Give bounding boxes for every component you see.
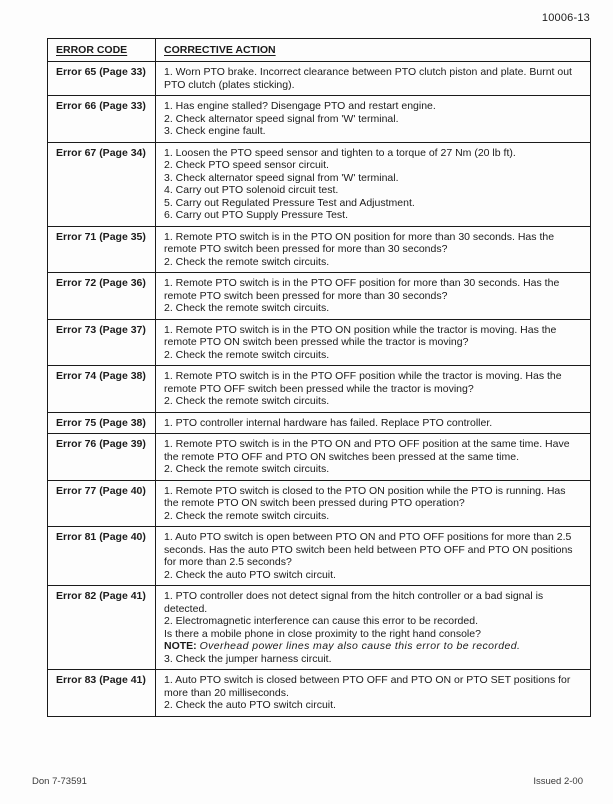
action-line: 3. Check alternator speed signal from 'W' terminal. [164, 171, 399, 184]
table-row [48, 273, 591, 320]
action-line: 1. Auto PTO switch is open between PTO ON and PTO OFF positions for more than 2.5 seconds. Has the auto PTO switch been held between PTO OFF and PTO ON positions for more than 2.5 seconds? [164, 531, 573, 568]
corrective-action-header-label: CORRECTIVE ACTION [164, 44, 276, 56]
action-line: 1. Remote PTO switch is in the PTO ON position for more than 30 seconds. Has the remote PTO switch been pressed for more than 30 seconds? [164, 230, 555, 255]
error-code-cell: Error 83 (Page 41) [48, 670, 156, 717]
note-text: Overhead power lines may also cause this error to be recorded. [199, 640, 521, 652]
corrective-action-cell [156, 62, 591, 96]
table-row [48, 434, 591, 481]
error-code-cell: Error 74 (Page 38) [48, 366, 156, 413]
page-footer [32, 776, 583, 787]
table-row [48, 527, 591, 586]
action-line: 1. Remote PTO switch is in the PTO OFF position while the tractor is moving. Has the remote PTO OFF switch been pressed while the tractor is moving? [164, 370, 562, 395]
corrective-action-cell [156, 586, 591, 670]
action-line: 1. PTO controller does not detect signal from the hitch controller or a bad signal is detected. [164, 590, 544, 615]
table-row [48, 480, 591, 527]
error-code-cell: Error 77 (Page 40) [48, 480, 156, 527]
error-code-cell: Error 75 (Page 38) [48, 412, 156, 434]
error-table-body [48, 62, 591, 717]
error-code-cell: Error 76 (Page 39) [48, 434, 156, 481]
table-header [48, 39, 591, 62]
error-code-table [47, 38, 591, 717]
action-line: 1. Remote PTO switch is in the PTO OFF position for more than 30 seconds. Has the remote PTO switch been pressed for more than 30 seconds? [164, 277, 560, 302]
error-code-cell: Error 65 (Page 33) [48, 62, 156, 96]
action-line: 1. Remote PTO switch is in the PTO ON position while the tractor is moving. Has the remote PTO ON switch been pressed while the tractor is moving? [164, 323, 557, 348]
error-code-header-label: ERROR CODE [56, 44, 128, 56]
action-line: 2. Check the remote switch circuits. [164, 509, 330, 522]
error-code-cell: Error 73 (Page 37) [48, 319, 156, 366]
table-row [48, 586, 591, 670]
action-line: 3. Check the jumper harness circuit. [164, 652, 332, 665]
action-line: 1. Has engine stalled? Disengage PTO and restart engine. [164, 100, 436, 112]
action-line: 5. Carry out Regulated Pressure Test and Adjustment. [164, 196, 415, 209]
table-row [48, 62, 591, 96]
corrective-action-cell [156, 142, 591, 226]
action-line: 2. Check alternator speed signal from 'W' terminal. [164, 112, 399, 125]
corrective-action-header [156, 39, 591, 62]
error-code-header [48, 39, 156, 62]
action-line: 2. Check the remote switch circuits. [164, 348, 330, 361]
table-row [48, 670, 591, 717]
error-code-cell: Error 82 (Page 41) [48, 586, 156, 670]
table-row [48, 366, 591, 413]
action-line: 4. Carry out PTO solenoid circuit test. [164, 184, 339, 196]
corrective-action-cell [156, 366, 591, 413]
action-line: 2. Check the remote switch circuits. [164, 463, 330, 475]
error-code-cell: Error 72 (Page 36) [48, 273, 156, 320]
footer-left: Don 7-73591 [32, 776, 87, 787]
action-line: 2. Check the remote switch circuits. [164, 395, 330, 407]
error-code-cell: Error 81 (Page 40) [48, 527, 156, 586]
action-line: Is there a mobile phone in close proximity to the right hand console? [164, 627, 481, 640]
table-row [48, 226, 591, 273]
table-row [48, 142, 591, 226]
error-code-cell: Error 66 (Page 33) [48, 96, 156, 143]
corrective-action-cell [156, 273, 591, 320]
note-label: NOTE: [164, 640, 200, 652]
corrective-action-cell [156, 319, 591, 366]
action-line: 1. PTO controller internal hardware has failed. Replace PTO controller. [164, 416, 493, 429]
action-line: 1. Remote PTO switch is closed to the PTO ON position while the PTO is running. Has the remote PTO ON switch been pressed during PTO operation? [164, 484, 566, 509]
action-line: 1. Worn PTO brake. Incorrect clearance between PTO clutch piston and plate. Burnt out PTO clutch (plates sticking). [164, 66, 572, 91]
action-line [164, 640, 582, 653]
header-row [48, 39, 591, 62]
corrective-action-cell [156, 527, 591, 586]
error-code-cell: Error 67 (Page 34) [48, 142, 156, 226]
table-row [48, 319, 591, 366]
corrective-action-cell [156, 670, 591, 717]
table-row [48, 412, 591, 434]
action-line: 2. Check the auto PTO switch circuit. [164, 568, 336, 581]
corrective-action-cell [156, 226, 591, 273]
action-line: 2. Check PTO speed sensor circuit. [164, 159, 329, 171]
action-line: 2. Electromagnetic interference can cause this error to be recorded. [164, 615, 478, 627]
corrective-action-cell [156, 434, 591, 481]
page-number: 10006-13 [541, 12, 590, 24]
action-line: 1. Loosen the PTO speed sensor and tighten to a torque of 27 Nm (20 lb ft). [164, 146, 516, 159]
corrective-action-cell [156, 412, 591, 434]
action-line: 3. Check engine fault. [164, 125, 266, 137]
action-line: 1. Auto PTO switch is closed between PTO OFF and PTO ON or PTO SET positions for more than 20 milliseconds. [164, 674, 571, 699]
table-row [48, 96, 591, 143]
action-line: 6. Carry out PTO Supply Pressure Test. [164, 209, 349, 221]
footer-right: Issued 2-00 [533, 776, 583, 787]
corrective-action-cell [156, 96, 591, 143]
action-line: 2. Check the remote switch circuits. [164, 302, 330, 314]
action-line: 2. Check the remote switch circuits. [164, 255, 330, 268]
error-code-cell: Error 71 (Page 35) [48, 226, 156, 273]
corrective-action-cell [156, 480, 591, 527]
action-line: 2. Check the auto PTO switch circuit. [164, 699, 336, 711]
action-line: 1. Remote PTO switch is in the PTO ON and PTO OFF position at the same time. Have the remote PTO OFF and PTO ON switches been pressed at the same time. [164, 438, 570, 463]
